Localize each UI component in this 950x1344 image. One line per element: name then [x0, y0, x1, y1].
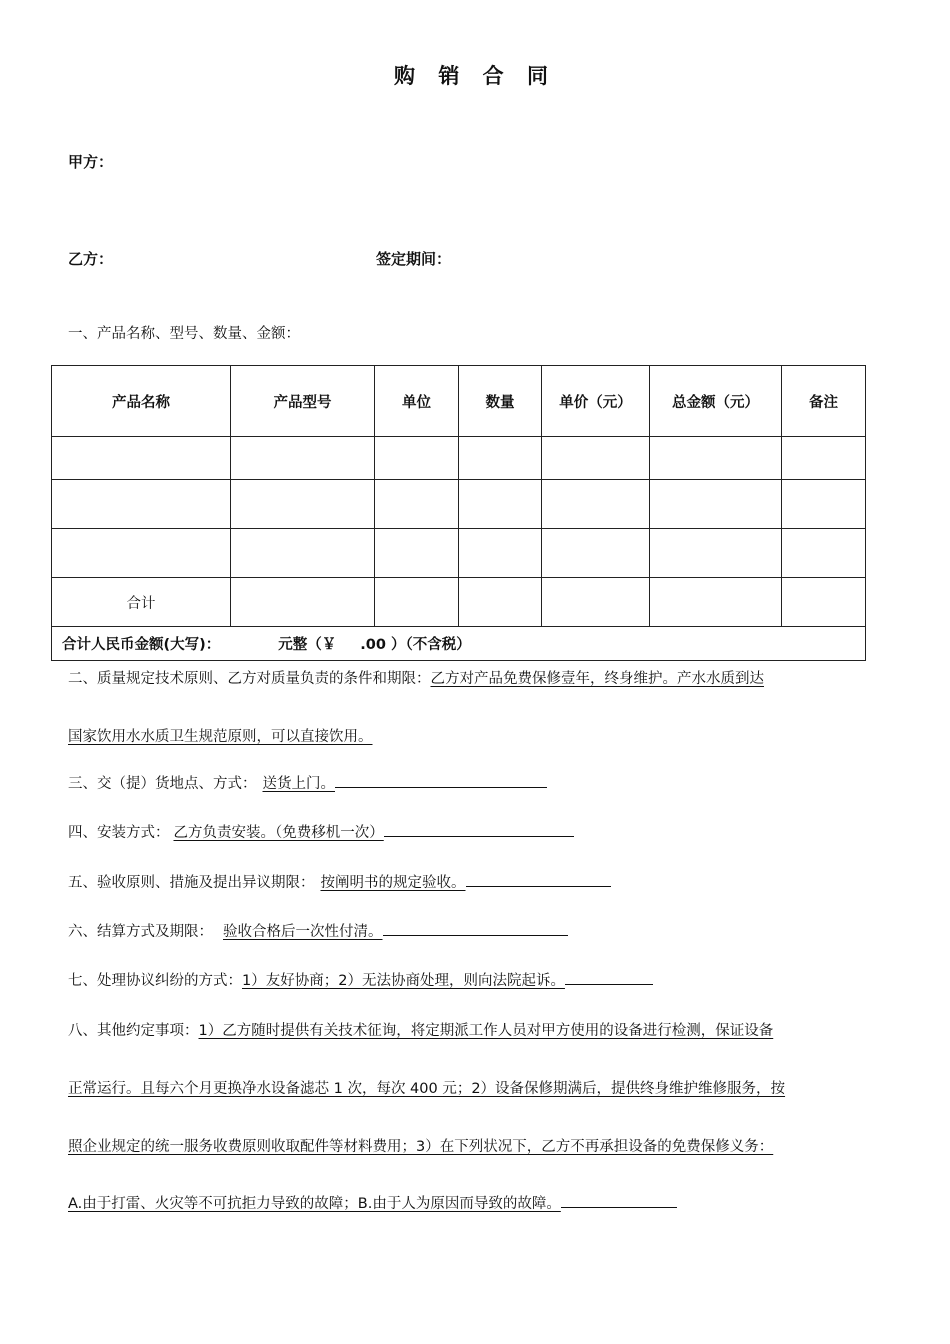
sum-label: 合计人民币金额(大写)：	[62, 637, 221, 653]
section8-line4: A.由于打雷、火灾等不可抗拒力导致的故障；B.由于人为原因而导致的故障。	[68, 1196, 561, 1212]
table-cell[interactable]	[459, 578, 542, 627]
section4-value: 乙方负责安装。（免费移机一次）	[173, 825, 384, 841]
section4-blank	[384, 822, 574, 837]
total-row-label: 合计	[52, 578, 231, 627]
section2-prefix: 二、质量规定技术原则、乙方对质量负责的条件和期限：	[68, 671, 431, 687]
table-cell[interactable]	[650, 529, 782, 578]
section3-prefix: 三、交（提）货地点、方式：	[68, 776, 257, 792]
table-row	[52, 437, 866, 480]
section2-value-line2: 国家饮用水水质卫生规范原则，可以直接饮用。	[68, 729, 373, 745]
table-cell[interactable]	[782, 437, 866, 480]
section2-line2	[68, 725, 373, 746]
table-cell[interactable]	[782, 529, 866, 578]
section8-line3: 照企业规定的统一服务收费原则收取配件等材料费用；3）在下列状况下，乙方不再承担设备的免费保修义务：	[68, 1139, 774, 1155]
table-cell[interactable]	[650, 578, 782, 627]
header-remarks: 备注	[782, 366, 866, 437]
party-b-label: 乙方：	[68, 250, 114, 268]
table-cell[interactable]	[782, 480, 866, 529]
section3-blank	[335, 773, 547, 788]
section1-heading: 一、产品名称、型号、数量、金额：	[68, 326, 300, 342]
table-cell[interactable]	[231, 480, 375, 529]
header-unit-price: 单价（元）	[542, 366, 650, 437]
section8-line2-wrap	[68, 1077, 785, 1098]
table-cell[interactable]	[231, 529, 375, 578]
section8-line4-wrap	[68, 1192, 677, 1213]
section6	[68, 920, 568, 941]
section6-prefix: 六、结算方式及期限：	[68, 924, 213, 940]
header-product-model: 产品型号	[231, 366, 375, 437]
section5-value: 按阐明书的规定验收。	[320, 875, 466, 891]
table-row	[52, 529, 866, 578]
section6-value: 验收合格后一次性付清。	[223, 924, 383, 940]
table-cell[interactable]	[375, 480, 459, 529]
sum-cell	[52, 627, 866, 661]
section4-prefix: 四、安装方式：	[68, 825, 170, 841]
table-cell[interactable]	[782, 578, 866, 627]
table-cell[interactable]	[542, 437, 650, 480]
table-cell[interactable]	[231, 437, 375, 480]
section7-prefix: 七、处理协议纠纷的方式：	[68, 973, 242, 989]
table-sum-row	[52, 627, 866, 661]
table-cell[interactable]	[459, 437, 542, 480]
table-cell[interactable]	[542, 578, 650, 627]
table-cell[interactable]	[231, 578, 375, 627]
table-cell[interactable]	[459, 529, 542, 578]
table-header-row	[52, 366, 866, 437]
sign-period-label: 签定期间：	[376, 250, 452, 268]
section2	[68, 667, 764, 688]
section8-line3-wrap	[68, 1135, 773, 1156]
section5-prefix: 五、验收原则、措施及提出异议期限：	[68, 875, 315, 891]
table-cell[interactable]	[375, 578, 459, 627]
contract-title: 购 销 合 同	[394, 64, 556, 88]
table-row	[52, 480, 866, 529]
section7-blank	[565, 970, 653, 985]
table-cell[interactable]	[459, 480, 542, 529]
section8-prefix: 八、其他约定事项：	[68, 1023, 199, 1039]
section8	[68, 1019, 773, 1040]
header-quantity: 数量	[459, 366, 542, 437]
table-cell[interactable]	[650, 480, 782, 529]
section6-blank	[383, 921, 568, 936]
table-cell[interactable]	[52, 437, 231, 480]
table-cell[interactable]	[542, 480, 650, 529]
table-cell[interactable]	[375, 437, 459, 480]
section3-value: 送货上门。	[262, 776, 335, 792]
party-a-label: 甲方：	[68, 153, 114, 171]
header-product-name: 产品名称	[52, 366, 231, 437]
product-table	[51, 365, 866, 661]
sum-yuan: 元整（￥	[278, 637, 337, 653]
header-total-amount: 总金额（元）	[650, 366, 782, 437]
section5-blank	[466, 872, 611, 887]
header-unit: 单位	[375, 366, 459, 437]
section7	[68, 969, 653, 990]
section7-value: 1）友好协商；2）无法协商处理，则向法院起诉。	[242, 973, 565, 989]
section2-value-line1: 乙方对产品免费保修壹年，终身维护。产水水质到达	[430, 671, 764, 687]
section8-blank	[561, 1193, 677, 1208]
section4	[68, 821, 574, 842]
table-cell[interactable]	[52, 480, 231, 529]
table-cell[interactable]	[52, 529, 231, 578]
table-total-row	[52, 578, 866, 627]
sum-cents: .00 ）（不含税）	[360, 637, 471, 653]
section8-line1: 1）乙方随时提供有关技术征询，将定期派工作人员对甲方使用的设备进行检测，保证设备	[198, 1023, 774, 1039]
section5	[68, 871, 611, 892]
table-cell[interactable]	[650, 437, 782, 480]
section3	[68, 772, 547, 793]
table-cell[interactable]	[375, 529, 459, 578]
section8-line2: 正常运行。且每六个月更换净水设备滤芯 1 次，每次 400 元；2）设备保修期满后，提供终身维护维修服务，按	[68, 1081, 786, 1097]
table-cell[interactable]	[542, 529, 650, 578]
